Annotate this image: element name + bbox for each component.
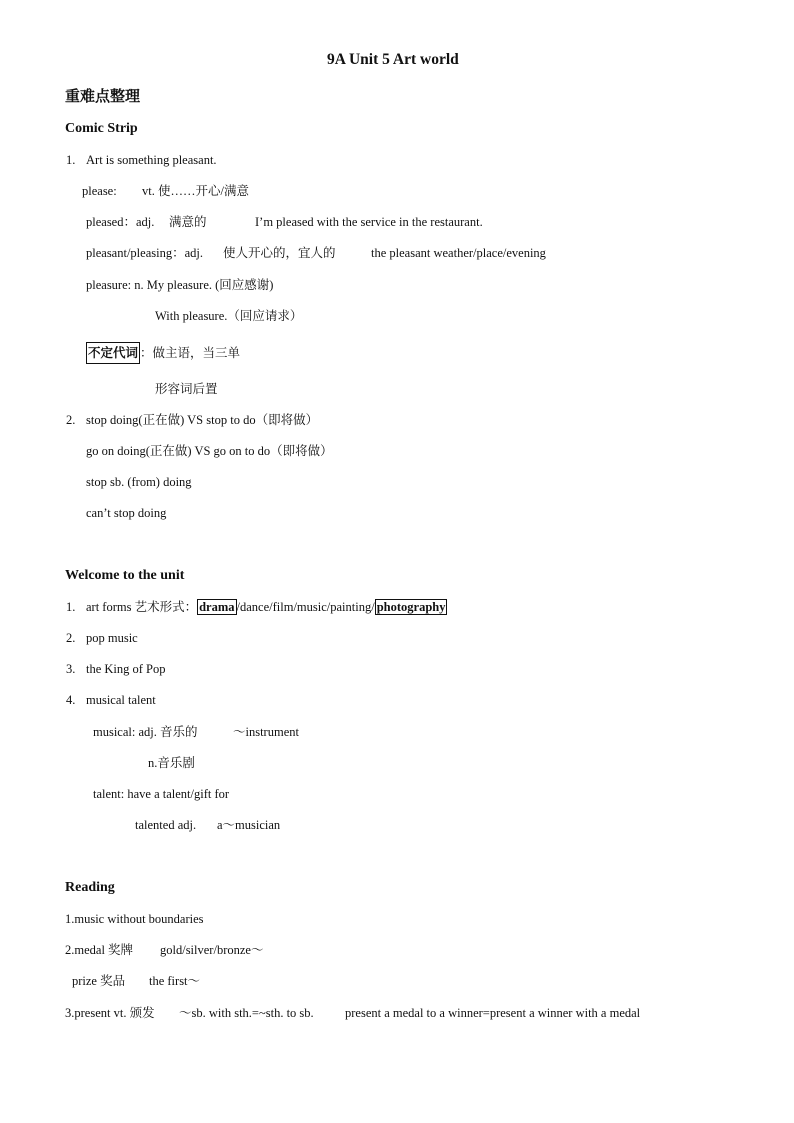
list-number: 1. bbox=[66, 600, 76, 614]
list-item: Art is something pleasant. bbox=[86, 153, 217, 167]
vocab-word-musical: musical: adj. 音乐的 bbox=[93, 725, 198, 739]
vocab-word-prize: prize 奖品 bbox=[72, 974, 126, 988]
example-phrase: the pleasant weather/place/evening bbox=[371, 246, 546, 260]
list-number: 2. bbox=[66, 631, 76, 645]
example-phrase: ～instrument bbox=[233, 725, 299, 739]
list-item: 3.present vt. 颁发 bbox=[65, 1006, 155, 1020]
example-phrase: ～sb. with sth.=~sth. to sb. bbox=[179, 1006, 314, 1020]
example-sentence: I’m pleased with the service in the restaurant. bbox=[255, 215, 483, 229]
example-phrase: the first～ bbox=[149, 974, 201, 988]
vocab-noun-musical: n.音乐剧 bbox=[148, 756, 195, 770]
reading-heading: Reading bbox=[65, 880, 115, 895]
art-forms-list: /dance/film/music/painting/ bbox=[236, 600, 375, 614]
boxed-term: 不定代词 bbox=[86, 342, 140, 364]
example-sentence: present a medal to a winner=present a winner with a medal bbox=[345, 1006, 641, 1020]
example-phrase: a～musician bbox=[217, 818, 281, 832]
welcome-heading: Welcome to the unit bbox=[65, 568, 185, 583]
list-item: pop music bbox=[86, 631, 138, 645]
list-number: 1. bbox=[66, 153, 76, 167]
example-phrase: gold/silver/bronze～ bbox=[160, 943, 264, 957]
list-item-line: go on doing(正在做) VS go on to do（即将做） bbox=[86, 444, 333, 458]
list-item: stop doing(正在做) VS stop to do（即将做） bbox=[86, 413, 319, 427]
boxed-term-photography: photography bbox=[376, 600, 446, 614]
vocab-meaning: 满意的 bbox=[169, 215, 207, 229]
vocab-definition: vt. 使……开心/满意 bbox=[142, 184, 249, 198]
vocab-word-pleasant: pleasant/pleasing：adj. bbox=[86, 246, 203, 260]
vocab-meaning: 使人开心的，宜人的 bbox=[223, 246, 336, 260]
vocab-word-talented: talented adj. bbox=[135, 818, 197, 832]
adjective-note: 形容词后置 bbox=[155, 382, 218, 396]
art-forms-label: art forms 艺术形式： bbox=[86, 600, 198, 614]
list-item-line: stop sb. (from) doing bbox=[86, 475, 192, 489]
section-heading-key-points: 重难点整理 bbox=[65, 89, 141, 105]
boxed-term-drama: drama bbox=[199, 600, 235, 614]
list-item-line: can’t stop doing bbox=[86, 506, 167, 520]
list-item: 2.medal 奖牌 bbox=[65, 943, 134, 957]
list-item: 1.music without boundaries bbox=[65, 912, 204, 926]
list-item: the King of Pop bbox=[86, 662, 166, 676]
vocab-line-pleasure: pleasure: n. My pleasure. (回应感谢) bbox=[86, 278, 274, 292]
vocab-word-please: please: bbox=[82, 184, 117, 198]
pronoun-note bbox=[86, 342, 240, 364]
list-item: musical talent bbox=[86, 693, 156, 707]
comic-strip-heading: Comic Strip bbox=[65, 121, 138, 136]
vocab-word-talent: talent: have a talent/gift for bbox=[93, 787, 230, 801]
list-item-art-forms bbox=[86, 599, 447, 615]
list-number: 3. bbox=[66, 662, 76, 676]
vocab-line-with-pleasure: With pleasure.（回应请求） bbox=[155, 309, 303, 323]
pronoun-note-text: ：做主语，当三单 bbox=[140, 346, 241, 360]
vocab-word-pleased: pleased：adj. bbox=[86, 215, 155, 229]
list-number: 2. bbox=[66, 413, 76, 427]
page-title: 9A Unit 5 Art world bbox=[327, 51, 459, 68]
list-number: 4. bbox=[66, 693, 76, 707]
